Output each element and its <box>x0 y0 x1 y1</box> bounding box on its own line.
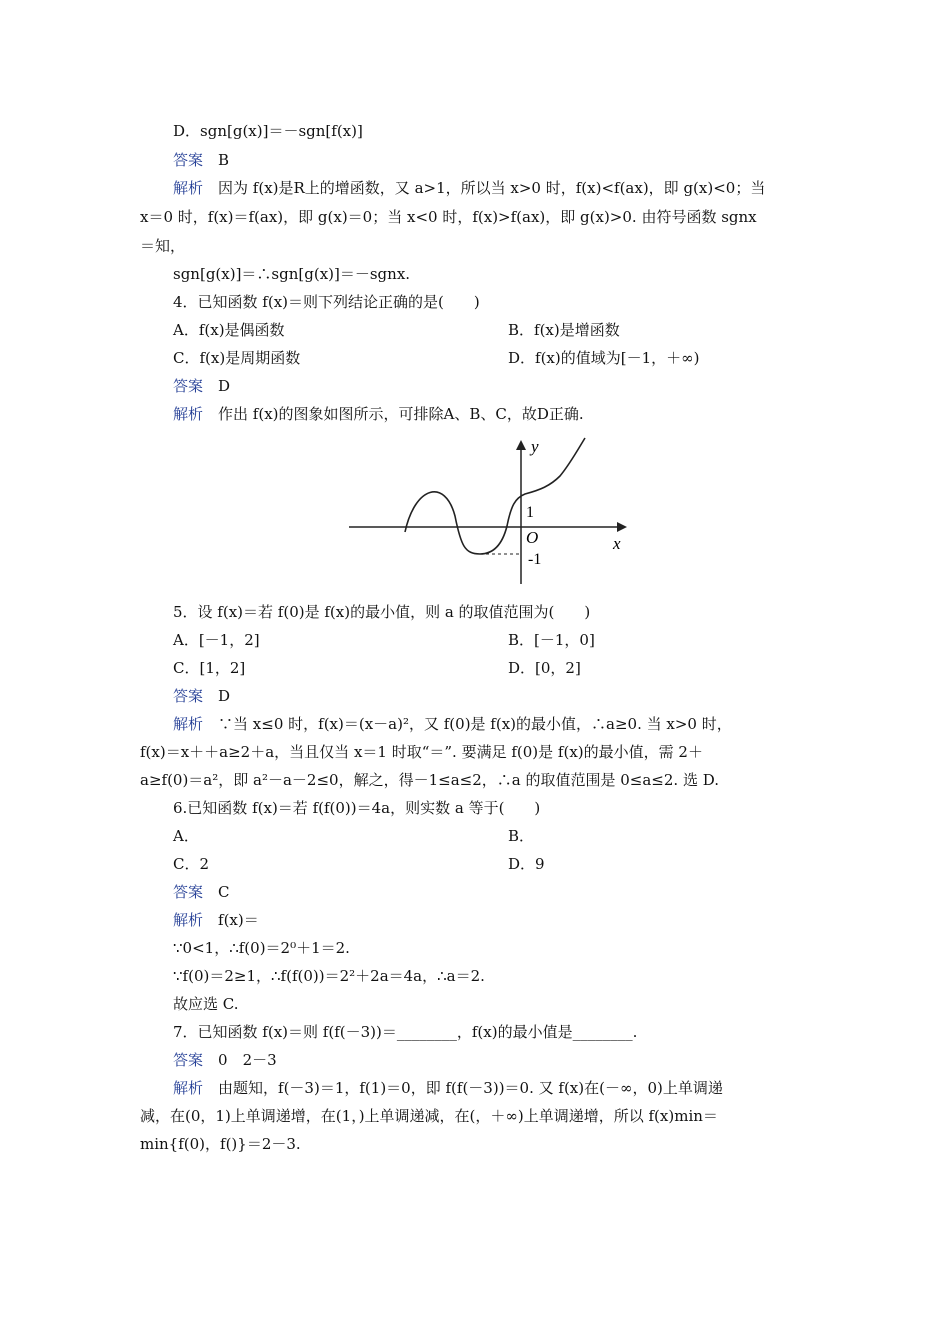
analysis-tag: 解析 <box>173 911 204 929</box>
analysis-cont: f(x)＝x＋＋a≥2＋a，当且仅当 x＝1 时取“＝”. 要满足 f(0)是 f(x)的最小值，需 2＋ <box>140 743 703 761</box>
y-axis-label: y <box>531 437 539 456</box>
answer-value: B <box>218 151 230 169</box>
option-d-q5: D．[0，2] <box>508 659 581 677</box>
option-d-q6: D．9 <box>508 855 545 873</box>
answer-value: 0 2－3 <box>218 1051 277 1069</box>
option-a-q4: A．f(x)是偶函数 <box>173 321 285 339</box>
analysis-cont: 故应选 C. <box>173 995 239 1013</box>
option-c-q5: C．[1，2] <box>173 659 246 677</box>
analysis-line-q6 <box>173 910 259 930</box>
answer-line-q7 <box>173 1050 277 1070</box>
answer-value: C <box>218 883 230 901</box>
x-axis-label: x <box>613 534 621 553</box>
analysis-cont: min{f(0)，f()}＝2－3. <box>140 1135 301 1153</box>
answer-tag: 答案 <box>173 687 204 705</box>
question-5: 5．设 f(x)＝若 f(0)是 f(x)的最小值，则 a 的取值范围为( ) <box>173 603 591 621</box>
analysis-cont: ∵f(0)＝2≥1，∴f(f(0))＝2²＋2a＝4a，∴a＝2. <box>173 967 485 985</box>
analysis-cont: ＝知， <box>140 237 186 255</box>
answer-line-q3 <box>173 150 229 170</box>
analysis-text: f(x)＝ <box>218 911 259 929</box>
origin-label: O <box>526 528 539 547</box>
question-4: 4．已知函数 f(x)＝则下列结论正确的是( ) <box>173 293 480 311</box>
option-d-q3: D．sgn[g(x)]＝－sgn[f(x)] <box>173 122 363 140</box>
analysis-tag: 解析 <box>173 1079 204 1097</box>
option-b-q6: B． <box>508 827 535 845</box>
analysis-cont: ∵0<1，∴f(0)＝2⁰＋1＝2. <box>173 939 350 957</box>
option-c-q4: C．f(x)是周期函数 <box>173 349 301 367</box>
analysis-text: 由题知，f(－3)＝1，f(1)＝0，即 f(f(－3))＝0. 又 f(x)在(－∞，0)上单调递 <box>218 1079 723 1097</box>
tick-label-neg-one: -1 <box>528 551 542 568</box>
curve-fx <box>405 438 585 554</box>
analysis-line-q3 <box>173 178 765 198</box>
option-b-q5: B．[－1，0] <box>508 631 595 649</box>
answer-tag: 答案 <box>173 151 204 169</box>
analysis-cont: sgn[g(x)]＝∴sgn[g(x)]＝－sgnx. <box>173 265 411 283</box>
analysis-tag: 解析 <box>173 715 204 733</box>
answer-tag: 答案 <box>173 883 204 901</box>
answer-line-q4 <box>173 376 230 396</box>
analysis-cont: x＝0 时，f(x)＝f(ax)，即 g(x)＝0；当 x<0 时，f(x)>f(ax)，即 g(x)>0. 由符号函数 sgnx <box>140 208 757 226</box>
analysis-cont: 减，在(0，1)上单调递增，在(1，)上单调递减，在(，＋∞)上单调递增，所以 f(x)min＝ <box>140 1107 718 1125</box>
question-6: 6.已知函数 f(x)＝若 f(f(0))＝4a，则实数 a 等于( ) <box>173 799 541 817</box>
analysis-text: 作出 f(x)的图象如图所示，可排除A、B、C，故D正确. <box>218 405 584 423</box>
option-d-q4: D．f(x)的值域为[－1，＋∞) <box>508 349 700 367</box>
analysis-text: 因为 f(x)是R上的增函数，又 a>1，所以当 x>0 时，f(x)<f(ax)，即 g(x)<0；当 <box>218 179 766 197</box>
answer-value: D <box>218 377 231 395</box>
answer-tag: 答案 <box>173 377 204 395</box>
option-c-q6: C．2 <box>173 855 210 873</box>
analysis-cont: a≥f(0)＝a²，即 a²－a－2≤0，解之，得－1≤a≤2，∴a 的取值范围是 0≤a≤2. 选 D. <box>140 771 719 789</box>
answer-value: D <box>218 687 231 705</box>
tick-label-one: 1 <box>526 504 534 521</box>
analysis-line-q5 <box>173 714 732 734</box>
option-a-q5: A．[－1，2] <box>173 631 260 649</box>
answer-line-q6 <box>173 882 230 902</box>
question-7: 7．已知函数 f(x)＝则 f(f(－3))＝________，f(x)的最小值是________. <box>173 1023 638 1041</box>
analysis-line-q4 <box>173 404 584 424</box>
answer-line-q5 <box>173 686 230 706</box>
analysis-tag: 解析 <box>173 405 204 423</box>
option-b-q4: B．f(x)是增函数 <box>508 321 620 339</box>
analysis-text: ∵当 x≤0 时，f(x)＝(x－a)²，又 f(0)是 f(x)的最小值，∴a≥0. 当 x>0 时， <box>218 715 732 733</box>
option-a-q6: A． <box>173 827 199 845</box>
analysis-tag: 解析 <box>173 179 204 197</box>
y-axis-arrow <box>516 440 526 450</box>
function-graph-figure <box>345 436 635 586</box>
x-axis-arrow <box>617 522 627 532</box>
answer-tag: 答案 <box>173 1051 204 1069</box>
analysis-line-q7 <box>173 1078 723 1098</box>
